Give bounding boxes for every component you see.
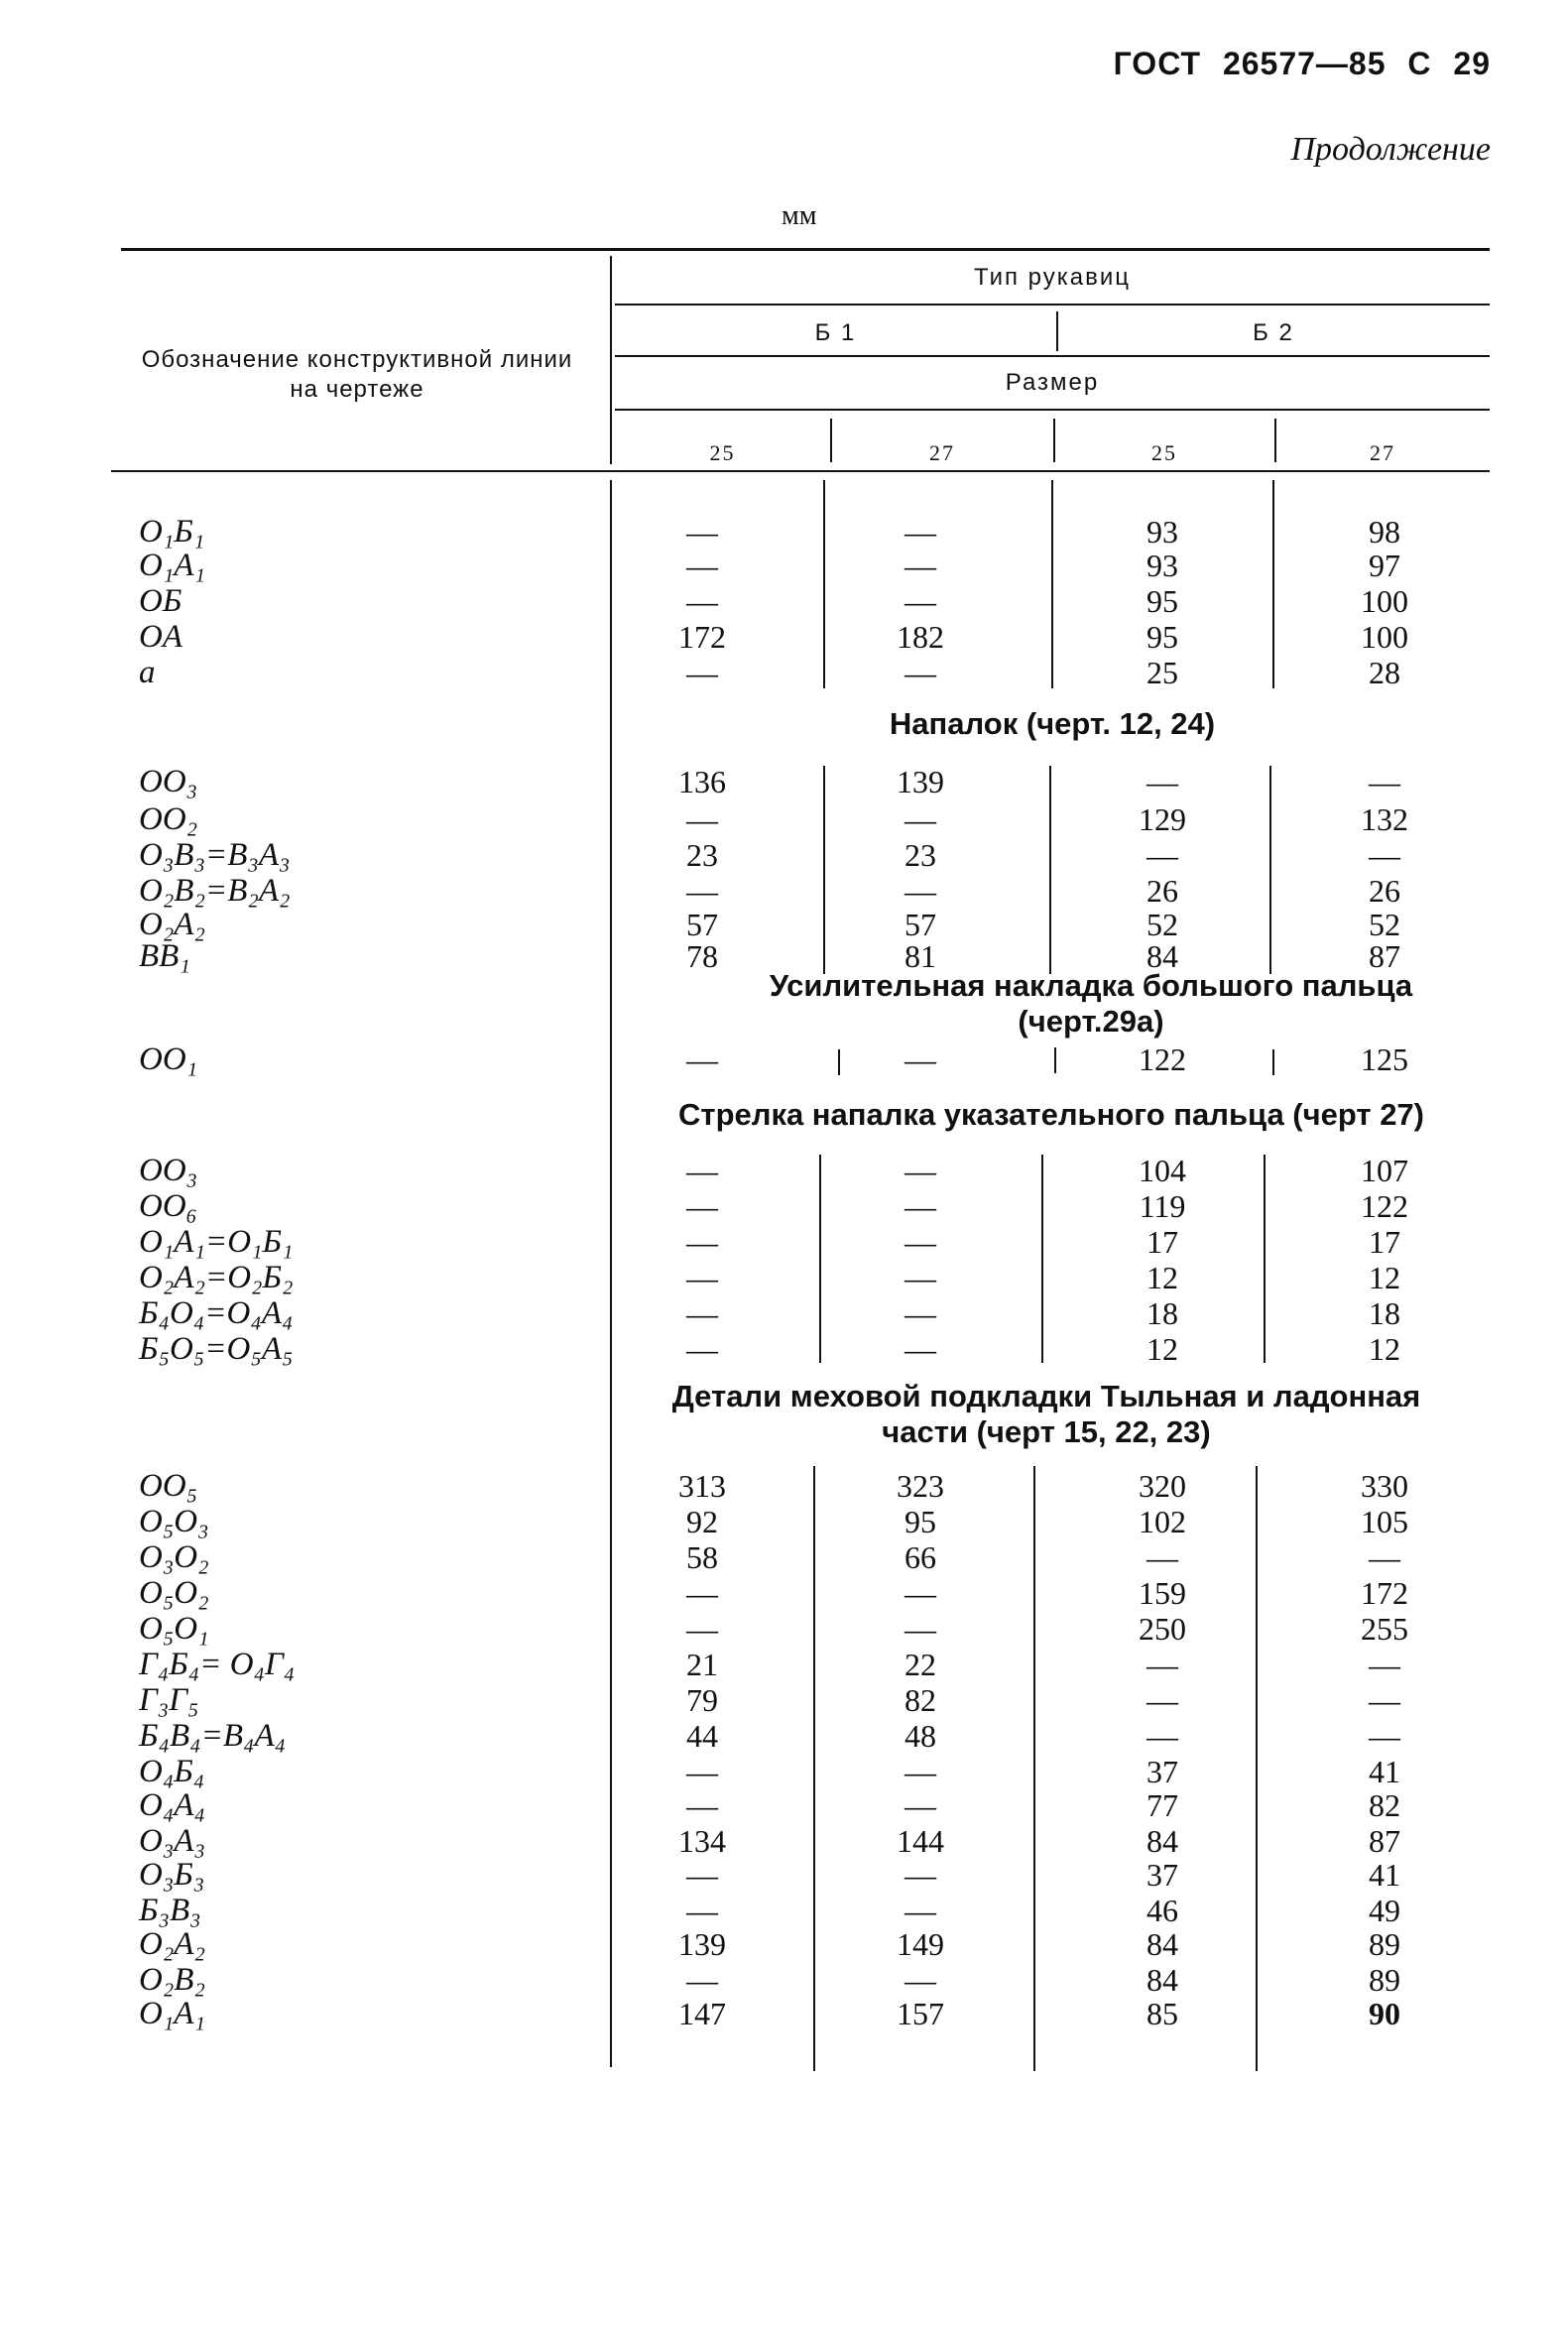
- value-b1-25: —: [686, 548, 718, 583]
- table-row: [0, 1611, 1568, 1647]
- unit-label: мм: [782, 200, 817, 231]
- table-row: [0, 1331, 1568, 1367]
- value-b2-27: —: [1369, 1682, 1400, 1718]
- value-b1-25: —: [686, 1857, 718, 1893]
- value-b1-27: 82: [905, 1682, 936, 1718]
- value-b1-27: 23: [905, 837, 936, 873]
- section-title-fur-lining: Детали меховой подкладки Тыльная и ладонная части (черт 15, 22, 23): [671, 1379, 1421, 1449]
- value-b2-27: 125: [1361, 1041, 1408, 1077]
- value-b2-25: 84: [1146, 1926, 1178, 1962]
- value-b1-25: —: [686, 1754, 718, 1789]
- value-b2-27: 41: [1369, 1857, 1400, 1893]
- value-b1-25: 21: [686, 1647, 718, 1682]
- size-col-4: 27: [1370, 440, 1395, 465]
- line-label: Г₄Б₄= O₄Г₄: [139, 1647, 296, 1682]
- value-b2-25: 93: [1146, 514, 1178, 550]
- value-b2-25: 84: [1146, 1962, 1178, 1998]
- size-col-2: 27: [929, 440, 955, 465]
- value-b1-25: 44: [686, 1718, 718, 1754]
- value-b1-27: 182: [897, 619, 944, 655]
- value-b2-27: 49: [1369, 1893, 1400, 1928]
- line-label: O₃A₃: [139, 1823, 205, 1859]
- value-b1-27: —: [905, 548, 936, 583]
- value-b1-27: —: [905, 1857, 936, 1893]
- table-row: [0, 1575, 1568, 1611]
- value-b2-27: 26: [1369, 873, 1400, 909]
- table-row: [0, 837, 1568, 873]
- size-col-3: 25: [1151, 440, 1177, 465]
- table-row: [0, 1260, 1568, 1295]
- value-b1-25: 58: [686, 1539, 718, 1575]
- value-b1-25: 92: [686, 1504, 718, 1539]
- table-row: [0, 764, 1568, 799]
- value-b1-25: —: [686, 514, 718, 550]
- value-b2-25: —: [1146, 764, 1178, 799]
- type-b1-header: Б 1: [814, 319, 857, 346]
- value-b2-25: 320: [1139, 1468, 1186, 1504]
- value-b2-25: 26: [1146, 873, 1178, 909]
- value-b2-27: —: [1369, 837, 1400, 873]
- type-rule: [615, 304, 1490, 306]
- value-b2-25: 84: [1146, 1823, 1178, 1859]
- line-label: O₄A₄: [139, 1787, 205, 1823]
- value-b2-27: 87: [1369, 1823, 1400, 1859]
- value-b2-27: 90: [1369, 1996, 1400, 2031]
- table-row: [0, 1468, 1568, 1504]
- value-b2-27: —: [1369, 1718, 1400, 1754]
- table-row: [0, 619, 1568, 655]
- value-b1-27: —: [905, 873, 936, 909]
- value-b2-25: 102: [1139, 1504, 1186, 1539]
- line-label: O₂A₂=O₂Б₂: [139, 1260, 294, 1295]
- line-label: O₁A₁=O₁Б₁: [139, 1224, 294, 1260]
- table-row: [0, 1962, 1568, 1998]
- line-label: OO₃: [139, 1153, 198, 1188]
- value-b1-27: 66: [905, 1539, 936, 1575]
- value-b2-25: —: [1146, 1682, 1178, 1718]
- value-b1-25: —: [686, 801, 718, 837]
- line-label: Б₃B₃: [139, 1893, 201, 1928]
- value-b2-27: —: [1369, 1647, 1400, 1682]
- value-b1-27: —: [905, 801, 936, 837]
- line-label: O₂A₂: [139, 1926, 205, 1962]
- value-b1-25: 79: [686, 1682, 718, 1718]
- line-label: OO₆: [139, 1188, 198, 1224]
- line-label: OO₅: [139, 1468, 198, 1504]
- value-b2-25: 25: [1146, 655, 1178, 690]
- value-b1-25: 136: [678, 764, 726, 799]
- table-row: [0, 1718, 1568, 1754]
- table-row: [0, 907, 1568, 942]
- header-bottom-rule: [111, 470, 1490, 472]
- value-b2-25: 84: [1146, 938, 1178, 974]
- value-b1-25: 23: [686, 837, 718, 873]
- value-b2-27: 100: [1361, 583, 1408, 619]
- value-b2-25: —: [1146, 1647, 1178, 1682]
- size-header: Размер: [1005, 369, 1100, 396]
- table-row: [0, 1926, 1568, 1962]
- value-b2-25: 129: [1139, 801, 1186, 837]
- page-header: ГОСТ 26577—85 С 29: [1113, 46, 1491, 81]
- type-b2-header: Б 2: [1253, 319, 1294, 346]
- line-label: O₁Б₁: [139, 514, 205, 550]
- table-row: [0, 1754, 1568, 1789]
- value-b2-27: 255: [1361, 1611, 1408, 1647]
- table-row: [0, 1224, 1568, 1260]
- value-b1-25: 139: [678, 1926, 726, 1962]
- value-b1-27: 57: [905, 907, 936, 942]
- line-label: O₁A₁: [139, 548, 205, 583]
- line-label: O₅O₂: [139, 1575, 209, 1611]
- value-b2-27: 17: [1369, 1224, 1400, 1260]
- value-b1-25: —: [686, 873, 718, 909]
- line-label: OO₃: [139, 764, 198, 799]
- value-b2-27: 82: [1369, 1787, 1400, 1823]
- line-label: OO₂: [139, 801, 198, 837]
- value-b1-25: —: [686, 1331, 718, 1367]
- table-row: [0, 1647, 1568, 1682]
- value-b1-25: 57: [686, 907, 718, 942]
- value-b2-25: —: [1146, 837, 1178, 873]
- line-label: O₅O₃: [139, 1504, 209, 1539]
- value-b1-27: —: [905, 514, 936, 550]
- line-label: OA: [139, 619, 182, 655]
- value-b2-27: —: [1369, 1539, 1400, 1575]
- value-b1-27: 149: [897, 1926, 944, 1962]
- value-b2-25: 77: [1146, 1787, 1178, 1823]
- table-row: [0, 655, 1568, 690]
- value-b2-25: 17: [1146, 1224, 1178, 1260]
- value-b1-25: —: [686, 1893, 718, 1928]
- line-label: O₃O₂: [139, 1539, 209, 1575]
- value-b1-27: —: [905, 1754, 936, 1789]
- value-b1-25: —: [686, 1611, 718, 1647]
- value-b2-25: 18: [1146, 1295, 1178, 1331]
- value-b2-25: 159: [1139, 1575, 1186, 1611]
- value-b1-25: 134: [678, 1823, 726, 1859]
- value-b1-27: 48: [905, 1718, 936, 1754]
- value-b2-27: 105: [1361, 1504, 1408, 1539]
- table-top-rule: [121, 248, 1490, 251]
- table-row: [0, 801, 1568, 837]
- value-b2-27: 28: [1369, 655, 1400, 690]
- line-label: O₅O₁: [139, 1611, 209, 1647]
- value-b1-25: —: [686, 1260, 718, 1295]
- value-b1-27: 157: [897, 1996, 944, 2031]
- value-b2-25: 37: [1146, 1754, 1178, 1789]
- value-b2-25: 12: [1146, 1260, 1178, 1295]
- table-row: [0, 1682, 1568, 1718]
- size-rule: [615, 409, 1490, 411]
- value-b2-27: 98: [1369, 514, 1400, 550]
- value-b2-25: 119: [1139, 1188, 1186, 1224]
- table-row: [0, 1996, 1568, 2031]
- table-row: [0, 1787, 1568, 1823]
- value-b1-25: —: [686, 1041, 718, 1077]
- line-label: Г₃Г₅: [139, 1682, 199, 1718]
- value-b1-27: 81: [905, 938, 936, 974]
- line-label: O₁A₁: [139, 1996, 205, 2031]
- value-b2-25: 122: [1139, 1041, 1186, 1077]
- value-b1-27: 22: [905, 1647, 936, 1682]
- value-b2-27: 52: [1369, 907, 1400, 942]
- value-b2-25: 52: [1146, 907, 1178, 942]
- value-b1-27: 95: [905, 1504, 936, 1539]
- value-b1-25: —: [686, 1224, 718, 1260]
- value-b1-25: —: [686, 1787, 718, 1823]
- table-row: [0, 583, 1568, 619]
- value-b2-27: 100: [1361, 619, 1408, 655]
- value-b1-27: 139: [897, 764, 944, 799]
- line-label: Б₄O₄=O₄A₄: [139, 1295, 294, 1331]
- value-b1-25: —: [686, 1295, 718, 1331]
- value-b2-27: 97: [1369, 548, 1400, 583]
- value-b2-25: —: [1146, 1539, 1178, 1575]
- value-b2-27: 89: [1369, 1926, 1400, 1962]
- line-label: a: [139, 655, 156, 690]
- value-b1-25: —: [686, 655, 718, 690]
- value-b1-27: —: [905, 1331, 936, 1367]
- value-b1-27: —: [905, 1893, 936, 1928]
- value-b2-27: 132: [1361, 801, 1408, 837]
- value-b2-25: 104: [1139, 1153, 1186, 1188]
- line-label: O₄Б₄: [139, 1754, 205, 1789]
- table-row: [0, 1153, 1568, 1188]
- value-b1-27: —: [905, 1787, 936, 1823]
- value-b1-25: 147: [678, 1996, 726, 2031]
- value-b1-27: —: [905, 1153, 936, 1188]
- value-b1-27: —: [905, 1188, 936, 1224]
- value-b2-25: 95: [1146, 619, 1178, 655]
- value-b1-25: 172: [678, 619, 726, 655]
- line-label: BB₁: [139, 938, 190, 974]
- value-b1-25: 78: [686, 938, 718, 974]
- table-row: [0, 1857, 1568, 1893]
- section-title-napalok: Напалок (черт. 12, 24): [889, 706, 1216, 741]
- glove-type-header: Тип рукавиц: [973, 264, 1132, 291]
- line-label: O₃B₃=B₃A₃: [139, 837, 291, 873]
- section-title-index-finger: Стрелка напалка указательного пальца (черт 27): [678, 1097, 1424, 1132]
- table-row: [0, 1504, 1568, 1539]
- table-row: [0, 1295, 1568, 1331]
- line-label: Б₄B₄=B₄A₄: [139, 1718, 287, 1754]
- value-b1-27: —: [905, 1041, 936, 1077]
- table-row: [0, 1539, 1568, 1575]
- line-label: O₃Б₃: [139, 1857, 205, 1893]
- value-b2-27: 122: [1361, 1188, 1408, 1224]
- value-b2-27: 12: [1369, 1331, 1400, 1367]
- line-label: O₂A₂: [139, 907, 205, 942]
- value-b2-27: 89: [1369, 1962, 1400, 1998]
- line-label: Б₅O₅=O₅A₅: [139, 1331, 294, 1367]
- value-b2-25: —: [1146, 1718, 1178, 1754]
- value-b2-25: 250: [1139, 1611, 1186, 1647]
- value-b2-25: 12: [1146, 1331, 1178, 1367]
- table-row: [0, 873, 1568, 909]
- value-b1-27: —: [905, 1260, 936, 1295]
- value-b1-27: —: [905, 1224, 936, 1260]
- line-label: OБ: [139, 583, 182, 619]
- value-b1-27: —: [905, 1962, 936, 1998]
- value-b1-27: 323: [897, 1468, 944, 1504]
- line-label: OO₁: [139, 1041, 198, 1077]
- value-b2-27: 172: [1361, 1575, 1408, 1611]
- header-divider: [610, 256, 612, 464]
- table-row: [0, 514, 1568, 550]
- table-row: [0, 1041, 1568, 1077]
- value-b2-25: 37: [1146, 1857, 1178, 1893]
- line-label: O₂B₂: [139, 1962, 205, 1998]
- table-row: [0, 1823, 1568, 1859]
- value-b1-25: —: [686, 1188, 718, 1224]
- value-b1-25: —: [686, 1153, 718, 1188]
- section-title-thumb-overlay: Усилительная накладка большого пальца (черт.29а): [769, 968, 1413, 1039]
- value-b2-27: 87: [1369, 938, 1400, 974]
- value-b2-27: 330: [1361, 1468, 1408, 1504]
- value-b2-27: 18: [1369, 1295, 1400, 1331]
- value-b1-27: —: [905, 1611, 936, 1647]
- value-b2-25: 93: [1146, 548, 1178, 583]
- column-label-header: Обозначение конструктивной линии на чертеже: [141, 346, 573, 403]
- subtype-rule: [615, 355, 1490, 357]
- value-b2-27: 107: [1361, 1153, 1408, 1188]
- value-b1-27: 144: [897, 1823, 944, 1859]
- value-b1-27: —: [905, 1575, 936, 1611]
- value-b1-25: 313: [678, 1468, 726, 1504]
- line-label: O₂B₂=B₂A₂: [139, 873, 291, 909]
- value-b1-27: —: [905, 655, 936, 690]
- value-b2-27: —: [1369, 764, 1400, 799]
- value-b2-25: 95: [1146, 583, 1178, 619]
- value-b1-25: —: [686, 1962, 718, 1998]
- table-row: [0, 1893, 1568, 1928]
- value-b1-27: —: [905, 1295, 936, 1331]
- value-b1-25: —: [686, 583, 718, 619]
- value-b2-27: 41: [1369, 1754, 1400, 1789]
- value-b2-25: 85: [1146, 1996, 1178, 2031]
- table-row: [0, 548, 1568, 583]
- value-b2-27: 12: [1369, 1260, 1400, 1295]
- size-col-1: 25: [709, 440, 736, 465]
- value-b1-25: —: [686, 1575, 718, 1611]
- value-b1-27: —: [905, 583, 936, 619]
- continuation-label: Продолжение: [1290, 131, 1491, 168]
- table-row: [0, 1188, 1568, 1224]
- value-b2-25: 46: [1146, 1893, 1178, 1928]
